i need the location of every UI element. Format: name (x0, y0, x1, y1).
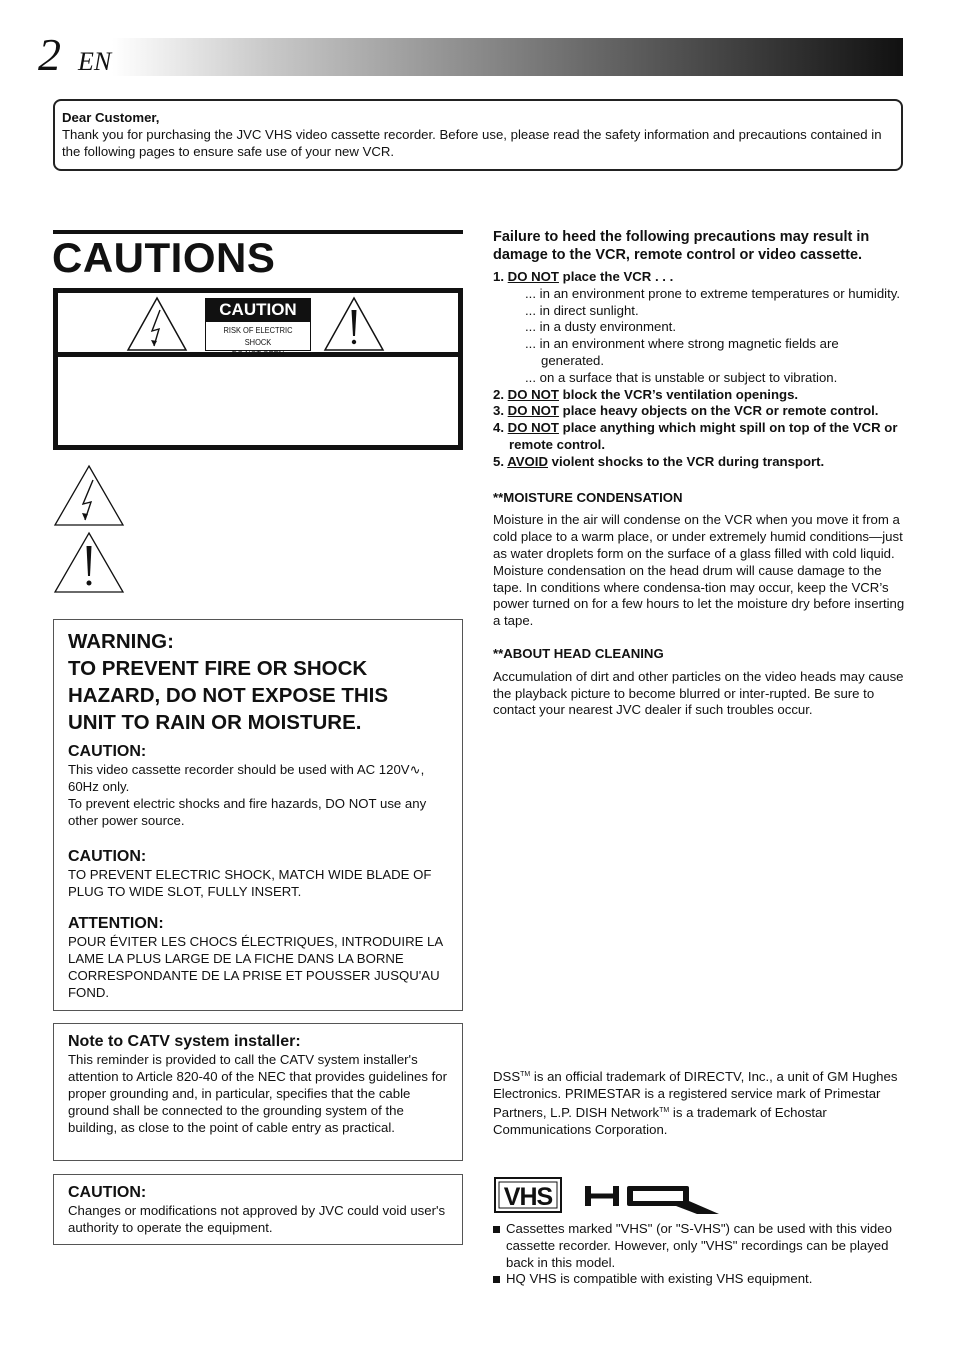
precaution-subitem: ... in an environment prone to extreme temperatures or humidity. (525, 285, 901, 301)
catv-head: Note to CATV system installer: (68, 1033, 301, 1050)
lightning-symbol-icon (53, 464, 125, 527)
svg-text:VHS: VHS (503, 1183, 553, 1211)
dear-customer-box (53, 99, 903, 171)
precaution-item: 2. DO NOT block the VCR’s ventilation openings. (493, 386, 799, 402)
head-cleaning-body: Accumulation of dirt and other particles on the video heads may cause the playback picture to become blurred or inter-rupted. Be sure to contact your nearest JVC dealer if such troubles occur. (493, 668, 904, 718)
warning-line3: UNIT TO RAIN OR MOISTURE. (68, 711, 362, 734)
warning-line2: HAZARD, DO NOT EXPOSE THIS (68, 684, 389, 707)
modification-head: CAUTION: (68, 1184, 147, 1201)
catv-note-box (53, 1023, 463, 1161)
page-number: 2 (38, 29, 61, 80)
caution-power-head: CAUTION: (68, 743, 147, 760)
catv-body: This reminder is provided to call the CATV system installer's attention to Article 820-40 of the NEC that provides guidelines for proper grounding and, in particular, specifies that the cable ground shall be connected to the grounding system of the building, as close to the point of cable entry as practical. (68, 1052, 447, 1135)
precaution-item: 5. AVOID violent shocks to the VCR during transport. (493, 453, 825, 469)
warning-title: WARNING: (68, 630, 174, 653)
precaution-subitem: ... in direct sunlight. (525, 302, 639, 318)
precaution-subitems (509, 286, 905, 387)
attention-p1: POUR ÉVITER LES CHOCS ÉLECTRIQUES, INTRODUIRE LA LAME LA PLUS LARGE DE LA FICHE DANS LA BORNE CORRESPONDANTE DE LA PRISE ET POUSSER JUSQU'AU FOND. (68, 934, 443, 1000)
precaution-item: 4. DO NOT place anything which might spill on top of the VCR or remote control. (493, 420, 898, 452)
caution-plate (205, 298, 311, 359)
hq-logo (585, 1186, 719, 1215)
caution-plug-head: CAUTION: (68, 848, 147, 865)
precaution-subitem: ... in an environment where strong magnetic fields are generated. (525, 336, 839, 368)
exclamation-symbol-icon (53, 531, 125, 594)
precaution-subitem: ... in a dusty environment. (525, 319, 676, 335)
cautions-title: CAUTIONS (52, 234, 276, 281)
modification-body: Changes or modifications not approved by JVC could void user's authority to operate the equipment. (68, 1203, 446, 1235)
caution-plate-text (212, 324, 304, 360)
cassette-note-item: HQ VHS is compatible with existing VHS equipment. (493, 1271, 905, 1288)
svg-text:HQ: HQ (653, 1214, 655, 1215)
cassette-note-item: Cassettes marked "VHS" (or "S-VHS") can be used with this video cassette recorder. However, only "VHS" recordings can be played back in this model. (493, 1221, 905, 1271)
caution-plate-line1: RISK OF ELECTRIC SHOCK (223, 325, 293, 347)
exclamation-triangle-icon (323, 296, 385, 352)
precaution-item: 1. DO NOT place the VCR . . . ... in an environment prone to extreme temperatures or humidity. ... in direct sunlight. ... in a dusty environment. ... in an environment where strong magnetic fields are generated. ... on a surface that is unstable or subject to vibration. (493, 269, 905, 387)
caution-power-p2: To prevent electric shocks and fire hazards, DO NOT use any other power source. (68, 796, 427, 828)
attention-head: ATTENTION: (68, 915, 164, 932)
precaution-item: 3. DO NOT place heavy objects on the VCR or remote control. (493, 403, 879, 419)
warning-box (53, 619, 463, 1011)
cassette-notes (493, 1221, 905, 1288)
warning-line1: TO PREVENT FIRE OR SHOCK (68, 657, 368, 680)
precaution-subitem: ... on a surface that is unstable or subject to vibration. (525, 369, 838, 385)
modification-caution-box (53, 1174, 463, 1245)
moisture-body: Moisture in the air will condense on the VCR when you move it from a cold place to a warm place, or under extremely humid conditions—just as water droplets form on the surface of a glass filled with cold liquid. Moisture condensation on the head drum will cause damage to the tape. In conditions where condensa-tion may occur, keep the VCR’s power turned on for a few hours to let the moisture dry before inserting a tape. (493, 512, 905, 629)
language-code: EN (78, 47, 112, 76)
precautions-list (493, 269, 905, 471)
caution-plate-title: CAUTION (206, 299, 310, 322)
caution-power-p1: This video cassette recorder should be used with AC 120V∿, 60Hz only. (68, 762, 425, 794)
dear-customer-title: Dear Customer, (62, 110, 160, 125)
dear-customer-body: Thank you for purchasing the JVC VHS video cassette recorder. Before use, please read the safety information and precautions contained in the following pages to ensure safe use of your new VCR. (62, 127, 882, 159)
caution-plug-p1: TO PREVENT ELECTRIC SHOCK, MATCH WIDE BLADE OF PLUG TO WIDE SLOT, FULLY INSERT. (68, 867, 432, 899)
moisture-head: **MOISTURE CONDENSATION (493, 489, 683, 505)
vhs-hq-logos (493, 1176, 733, 1216)
trademark-notice: DSS™ is an official trademark of DIRECTV, Inc., a unit of GM Hughes Electronics. PRIMESTAR is a registered service mark of Primestar Partners, L.P. DISH Network™ is a trademark of Echostar Communications Corporation. (493, 1069, 898, 1137)
vhs-logo (495, 1178, 561, 1212)
header-gradient-bar (112, 38, 903, 76)
lightning-triangle-icon (126, 296, 188, 352)
precautions-head: Failure to heed the following precautions may result in damage to the VCR, remote control or video cassette. (493, 229, 870, 263)
head-cleaning-head: **ABOUT HEAD CLEANING (493, 645, 664, 661)
caution-plate-line2: DO NOT OPEN (231, 349, 285, 359)
precautions-column (493, 228, 905, 719)
